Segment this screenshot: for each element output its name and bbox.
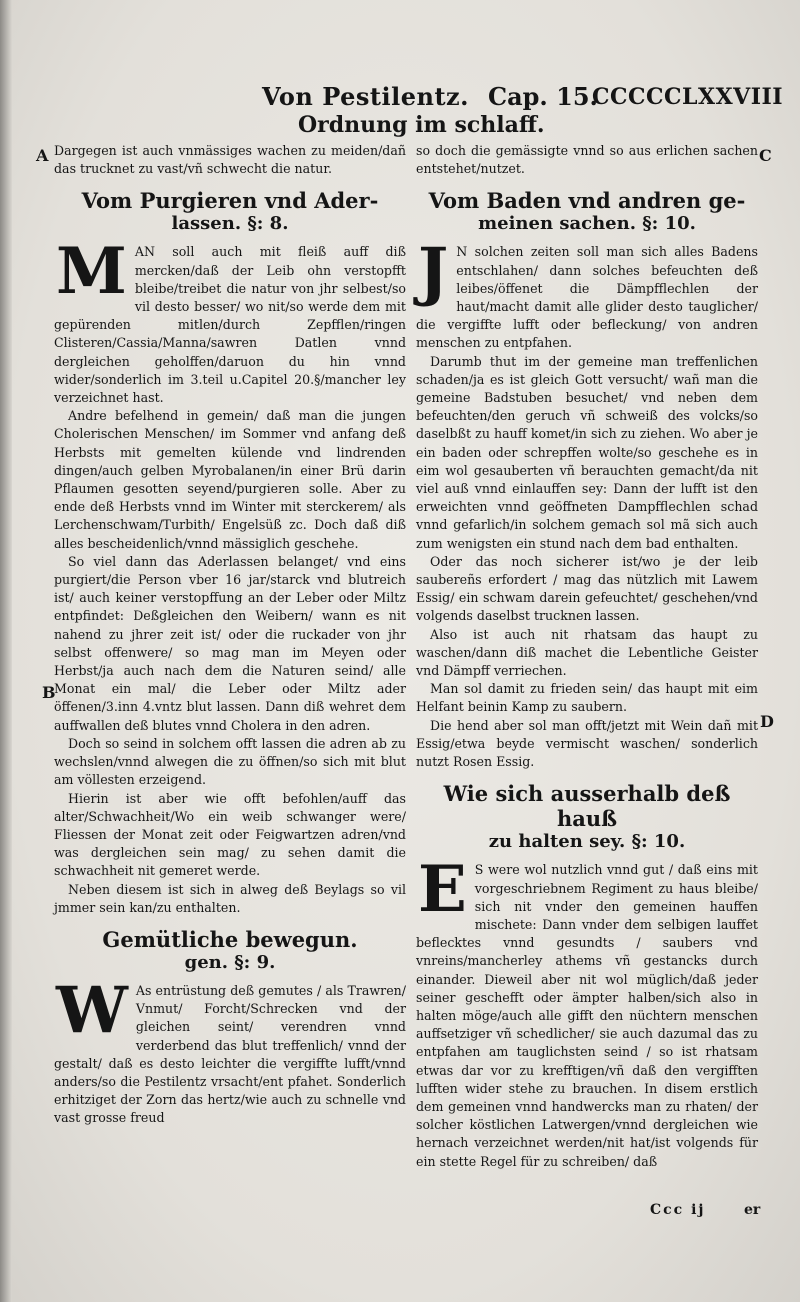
section-title-purgieren: Vom Purgieren vnd Ader- xyxy=(81,188,379,214)
drop-cap-initial: J xyxy=(418,234,449,310)
page-subtitle: Ordnung im schlaff. xyxy=(298,112,545,138)
section-paragraph: Also ist auch nit rhatsam das haupt zu waschen/dann diß machet die Lebentliche Geister vnd Dämpff verriechen. xyxy=(416,626,758,679)
signature-mark: Ccc ij xyxy=(650,1202,706,1218)
section-title-gemuet-cont: gen. §: 9. xyxy=(184,951,276,973)
folio-number: CCCCCLXXVIII xyxy=(592,84,784,110)
section-paragraph: Doch so seind in solchem offt lassen die adren ab zu wechslen/vnnd alwegen die zu öffnen/so sich mit blut am völlesten erzeigend. xyxy=(54,735,406,788)
section-paragraph xyxy=(54,972,406,1128)
page-shadow-edge xyxy=(0,0,12,1302)
section-paragraph xyxy=(416,234,758,352)
paragraph-text: As entrüstung deß gemutes / als Trawren/ Vnmut/ Forcht/Schrecken vnd der gleichen seint/ verendren vnnd verderbend das blut treffenlich/ vnnd der gestalt/ daß es desto leichter die vergiffte lufft/vnnd anders/so die Pestilentz vrsacht/ent pfahet. Sonderlich erhitziget der Zorn das hertz/wie auch zu schnelle vnd vast grosse freud xyxy=(54,982,406,1126)
section-paragraph: Hierin ist aber wie offt befohlen/auff das alter/Schwachheit/Wo ein weib schwanger were/ Fliessen der Monat zeit oder Feigwartzen adren/vnd was dergleichen sein mag/ zu sehen damit die schwachheit nit gemeret werde. xyxy=(54,790,406,879)
running-title: Von Pestilentz. xyxy=(262,82,470,111)
right-intro-text: so doch die gemässigte vnnd so aus erlichen sachen entstehet/nutzet. xyxy=(416,143,758,177)
section-title-baden: Vom Baden vnd andren ge- xyxy=(428,188,746,214)
section-paragraph: Andre befelhend in gemein/ daß man die jungen Cholerischen Menschen/ im Sommer vnd anfang deß Herbsts mit gemelten külende vnd lindrenden dingen/auch gelben Myrobalanen/in einer Brü darin Pflaumen gesotten seyend/purgieren solle. Aber zu ende deß Herbsts vnnd im Winter mit sterckerem/ als Lerchenschwam/Turbith/ Engelsüß zc. Doch daß diß alles bescheidenlich/vnnd mässiglich geschehe. xyxy=(54,408,406,551)
section-title-ausserhalb: Wie sich ausserhalb deß hauß xyxy=(443,781,731,832)
margin-marker-d: D xyxy=(760,712,774,731)
paragraph-text: S were wol nutzlich vnnd gut / daß eins mit vorgeschriebnem Regiment zu haus bleibe/ sich nit vnder den gemeinen hauffen mischete: Dann vnder dem selbigen lauffet beflecktes vnnd gesundts / saubers vnd vnreins/mancherley athems vñ gestancks durch einander. Dieweil aber nit wol müglich/daß jeder seiner geschefft oder ämpter halben/sich also in halten möge/auch alle gifft den nüchtern menschen auffsetziger vñ schedlicher/ sie auch dazumal das zu entpfahen am tauglichsten seind / so ist rhatsam etwas dar vor zu krefftigen/vñ daß den vergifften lufften wider stehe zu brauchen. In disem erstlich dem gemeinen vnnd handwercks man zu rhaten/ der solcher köstlichen Latwergen/vnnd dergleichen wie hernach verzeichnet werden/nit hat/ist volgends für ein stette Regel für zu schreiben/ daß xyxy=(416,862,758,1169)
margin-marker-a: A xyxy=(36,146,49,165)
section-title-ausserhalb-cont: zu halten sey. §: 10. xyxy=(488,831,686,853)
left-intro-text: Dargegen ist auch vnmässiges wachen zu meiden/dañ das trucknet zu vast/vñ schwecht die natur. xyxy=(54,143,406,177)
section-paragraph: Die hend aber sol man offt/jetzt mit Wein dañ mit Essig/etwa beyde vermischt waschen/ sonderlich nutzt Rosen Essig. xyxy=(416,717,758,770)
section-title-baden-cont: meinen sachen. §: 10. xyxy=(478,213,696,235)
section-paragraph: Oder das noch sicherer ist/wo je der leib saubereñs erfordert / mag das nützlich mit Lawem Essig/ ein schwam darein gefeuchtet/ geschehen/vnd volgends daselbst trucknen lassen. xyxy=(416,553,758,624)
section-paragraph: Man sol damit zu frieden sein/ das haupt mit eim Helfant beinin Kamp zu saubern. xyxy=(416,681,758,715)
section-paragraph: Darumb thut im der gemeine man treffenlichen schaden/ja es ist gleich Gott versucht/ wañ man die gemeine Badstuben besuchet/ vnd neben dem befeuchten/den geruch vñ schweiß des volcks/so daselbßt zu hauff komet/in sich zu ziehen. Wo aber je ein baden oder schrepffen wolte/so geschehe es in eim wol gesauberten vñ berauchten gemacht/da nit viel auß vnnd einlauffen sey: Dann der lufft ist den erweichten vnnd geöffneten Dampfflechlen schad vnnd gefarlich/in solchem gemach sol mã sich auch zum wenigsten ein stund nach dem bad enthalten. xyxy=(416,353,758,551)
chapter-label: Cap. 15. xyxy=(488,82,598,111)
left-column xyxy=(54,142,406,1128)
section-title-purgieren-cont: lassen. §: 8. xyxy=(171,213,289,235)
drop-cap-initial: M xyxy=(56,234,127,310)
section-paragraph xyxy=(54,234,406,407)
margin-marker-b: B xyxy=(42,683,56,702)
catchword: er xyxy=(744,1202,761,1218)
right-column xyxy=(416,142,758,1171)
section-paragraph: Neben diesem ist sich in alweg deß Beylags so vil jmmer sein kan/zu enthalten. xyxy=(54,881,406,915)
section-paragraph xyxy=(416,852,758,1170)
section-title-gemuet: Gemütliche bewegun. xyxy=(102,926,358,952)
paragraph-text: AN soll auch mit fleiß auff diß mercken/daß der Leib ohn verstopfft bleibe/treibet die natur von jhr selbest/so vil desto besser/ wo nit/so werde dem mit gepürenden mitlen/durch Zepfflen/ringen Clisteren/Cassia/Manna/sawren Datlen vnnd dergleichen geholffen/daruon du hin vnnd wider/sonderlich im 3.teil u.Capitel 20.§/mancher ley verzeichnet hast. xyxy=(54,244,406,406)
paragraph-text: N solchen zeiten soll man sich alles Badens entschlahen/ dann solches befeuchten deß leibes/öffenet die Dämpfflechlen der haut/macht damit alle glider desto tauglicher/ die vergiffte lufft oder befleckung/ von andren menschen zu entpfahen. xyxy=(416,244,758,351)
drop-cap-initial: E xyxy=(418,852,467,928)
drop-cap-initial: W xyxy=(56,972,128,1048)
section-paragraph: So viel dann das Aderlassen belanget/ vnd eins purgiert/die Person vber 16 jar/starck vnd blutreich ist/ auch keiner verstopffung an der Leber oder Miltz entpfindet: Deßgleichen den Weibern/ wann es nit nahend zu jhrer zeit ist/ oder die ruckader von jhr selbst offenwere/ so mag man im Meyen oder Herbst/ja auch nach dem die Naturen seind/ alle Monat ein mal/ die Leber oder Miltz ader öffenen/3.inn 4.vntz blut lassen. Dann diß wehret dem auffwallen deß blutes vnnd Cholera in den adren. xyxy=(54,553,406,733)
margin-marker-c: C xyxy=(759,146,772,165)
